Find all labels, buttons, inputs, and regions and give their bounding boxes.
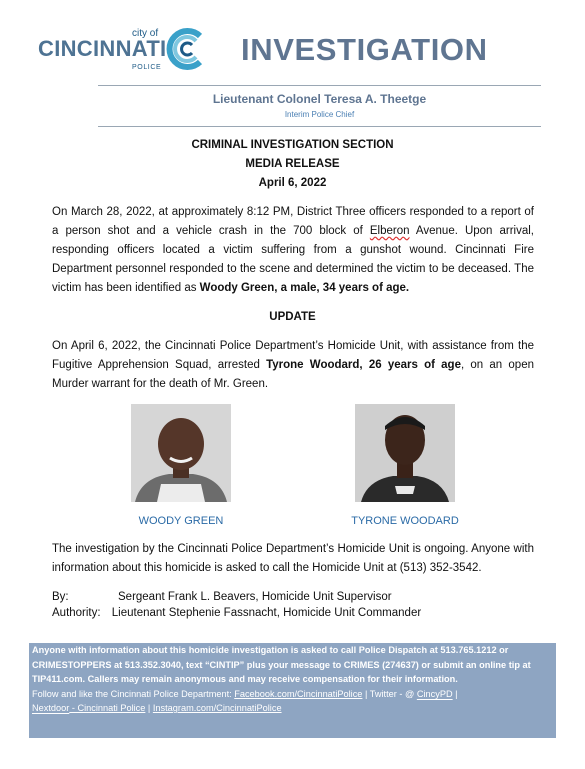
- byline: [52, 589, 392, 605]
- victim-photo: [131, 404, 231, 502]
- social-links: [32, 687, 553, 702]
- logo-city-name: CINCINNATI: [38, 36, 167, 61]
- chief-title: Interim Police Chief: [284, 110, 355, 119]
- social-links-line-2: [32, 701, 553, 716]
- by-label: By:: [52, 591, 69, 603]
- separator: |: [145, 703, 153, 713]
- tip-info-text: Anyone with information about this homicide investigation is asked to call Police Dispatch at 513.765.1212 or CRIMESTOPPERS at 513.352.3040, text “CINTIP” plus your message to CRIMES (274637) or submit an online tip at TIP411.com. Callers may remain anonymous and may receive compensation for their information.: [32, 645, 531, 684]
- twitter-label: | Twitter - @: [362, 688, 417, 699]
- tip-info-box: [29, 643, 556, 738]
- person-photo-icon: [355, 404, 455, 502]
- header-divider-bottom: [98, 126, 541, 127]
- follow-text: Follow and like the Cincinnati Police Department:: [32, 688, 235, 699]
- nextdoor-link-text[interactable]: - Cincinnati Police: [69, 703, 146, 713]
- logo-city-of: city of: [132, 28, 159, 39]
- victim-identity: Woody Green, a male, 34 years of age.: [199, 282, 410, 294]
- authority-label: Authority:: [52, 607, 101, 619]
- update-heading: UPDATE: [269, 311, 316, 323]
- release-heading: [0, 136, 585, 193]
- person-photo-icon: [131, 404, 231, 502]
- authority-value: Lieutenant Stephenie Fassnacht, Homicide Unit Commander: [111, 607, 422, 619]
- section-name: CRIMINAL INVESTIGATION SECTION: [191, 139, 394, 151]
- instagram-link[interactable]: Instagram.com/CincinnatiPolice: [152, 703, 282, 713]
- victim-caption: WOODY GREEN: [138, 515, 224, 527]
- chief-name: Lieutenant Colonel Teresa A. Theetge: [212, 92, 427, 106]
- logo-police: POLICE: [132, 64, 162, 71]
- release-type: MEDIA RELEASE: [245, 158, 340, 170]
- update-text-1: On April 6, 2022, the Cincinnati Police Department’s Homicide Unit, with assistance from the Fugitive Apprehension Squad, arrested: [52, 340, 534, 371]
- ongoing-paragraph: The investigation by the Cincinnati Police Department’s Homicide Unit is ongoing. Anyone with information about this homicide is asked to call the Homicide Unit at (513) 352-3542.: [52, 543, 534, 574]
- update-paragraph: [52, 337, 534, 394]
- header-divider-top: [98, 85, 541, 86]
- suspect-caption: TYRONE WOODARD: [351, 515, 459, 527]
- suspect-photo: [355, 404, 455, 502]
- nextdoor-link[interactable]: Nextdoor: [32, 703, 70, 713]
- c-swirl-icon: [164, 26, 208, 72]
- incident-text-2: Avenue. Upon arrival, responding officers located a victim suffering from a gunshot wound. Cincinnati Fire Department personnel responded to the scene and determined the victim to be deceased. The victim has been identified as: [52, 225, 534, 294]
- release-date: April 6, 2022: [258, 177, 327, 189]
- authority-line: [52, 605, 421, 621]
- facebook-link[interactable]: Facebook.com/CincinnatiPolice: [234, 688, 363, 699]
- twitter-link[interactable]: CincyPD: [416, 688, 453, 699]
- page-title: INVESTIGATION: [241, 32, 488, 67]
- suspect-identity: Tyrone Woodard, 26 years of age: [266, 359, 461, 371]
- separator: |: [452, 688, 458, 699]
- by-value: Sergeant Frank L. Beavers, Homicide Unit Supervisor: [118, 591, 392, 603]
- incident-paragraph: [52, 203, 534, 298]
- letterhead: [36, 24, 556, 84]
- incident-text-1: On March 28, 2022, at approximately 8:12 PM, District Three officers responded to a report of a person shot and a vehicle crash in the 700 block of: [52, 206, 534, 237]
- update-text-2: , on an open Murder warrant for the death of Mr. Green.: [52, 359, 534, 390]
- cincinnati-police-logo: [36, 24, 216, 80]
- street-name: Elberon: [369, 225, 410, 237]
